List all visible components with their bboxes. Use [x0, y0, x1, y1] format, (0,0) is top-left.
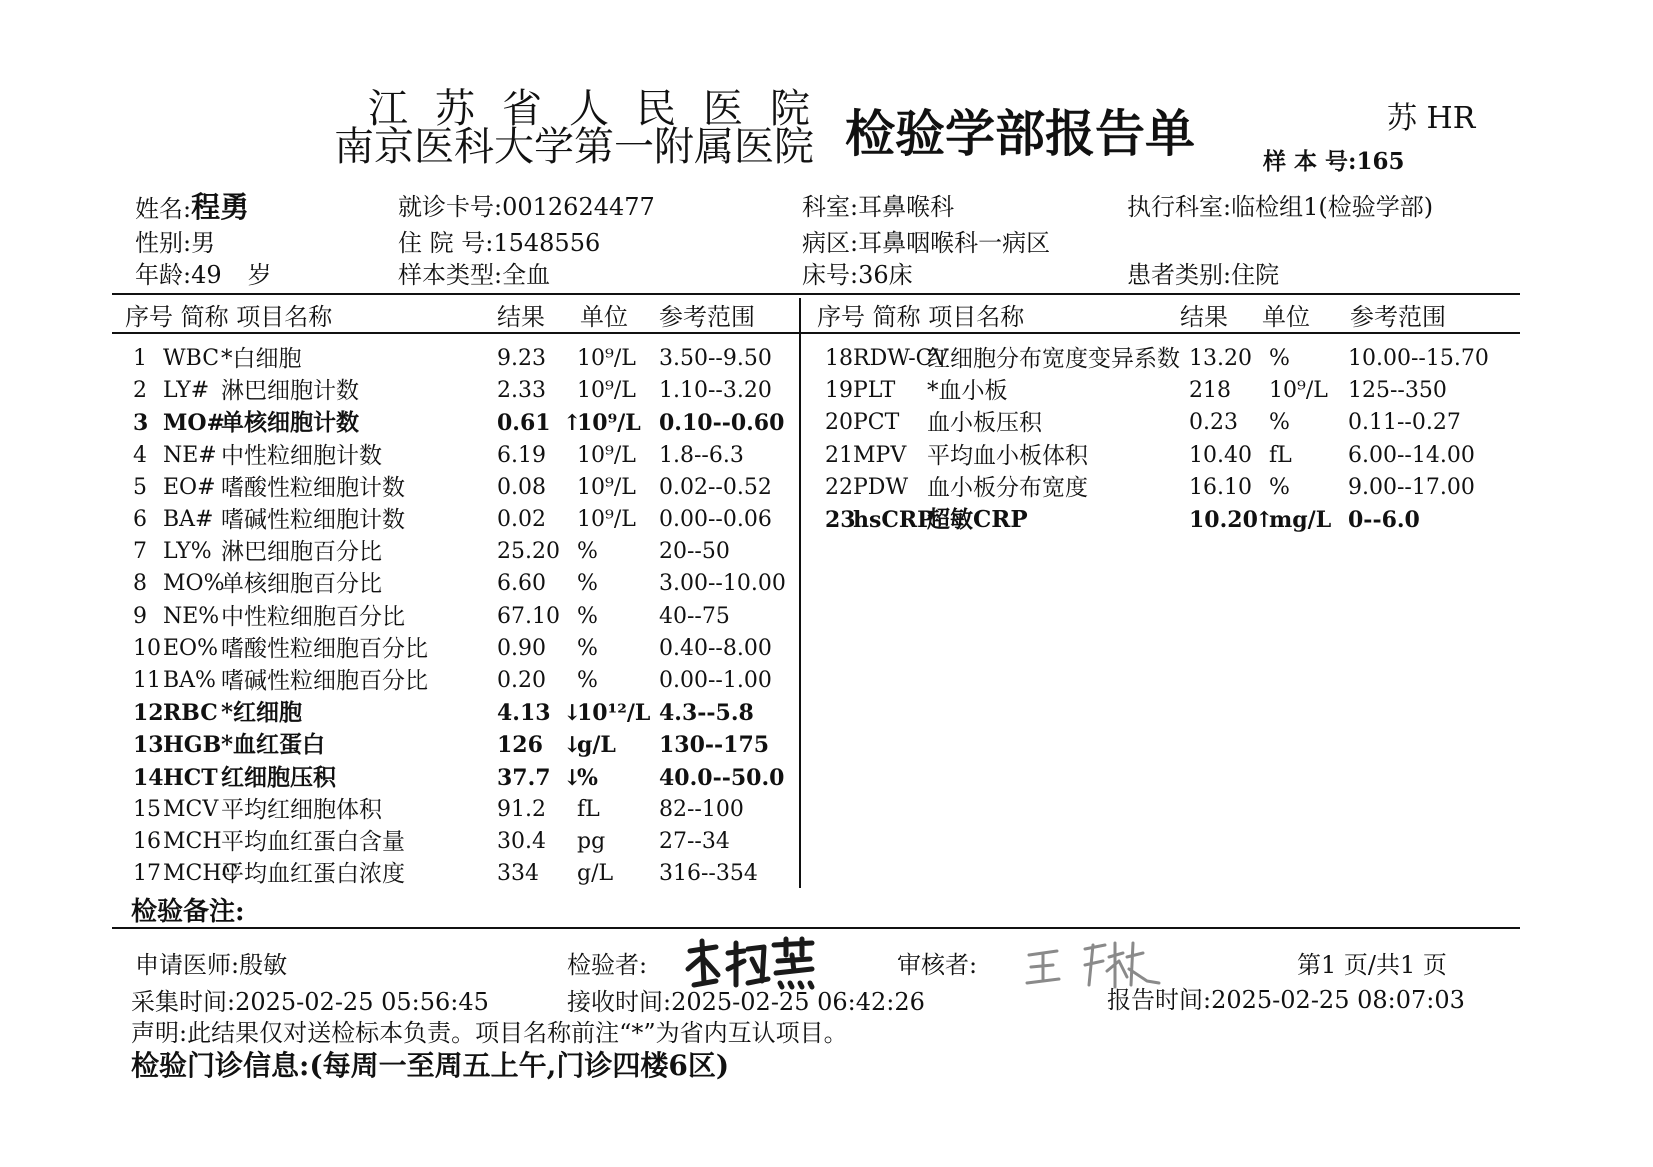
report-time: [1107, 985, 1465, 1015]
left-header-result: 结果: [497, 303, 545, 331]
row-number: 3: [133, 410, 149, 437]
result-value: 126: [497, 732, 543, 759]
result-value: 10.40: [1189, 442, 1252, 468]
row-number: 19: [825, 378, 853, 404]
item-abbr: BA%: [163, 668, 216, 693]
item-abbr: MCHC: [163, 861, 239, 887]
item-name: *血红蛋白: [221, 731, 326, 759]
sample-type-label: 样本类型:: [398, 261, 503, 289]
item-name: 嗜酸性粒细胞计数: [221, 474, 405, 501]
clinic-info: 检验门诊信息:(每周一至周五上午,门诊四楼6区): [131, 1049, 730, 1082]
result-value: 0.23: [1189, 410, 1238, 436]
item-name: 中性粒细胞百分比: [221, 603, 405, 630]
hospital-name-line1: 江苏省人民医院: [368, 86, 837, 132]
reference-range: 0.00--0.06: [659, 507, 772, 532]
item-name: 平均红细胞体积: [221, 796, 382, 823]
result-value: 16.10: [1189, 474, 1252, 500]
right-header-seq-name: 序号 简称 项目名称: [817, 303, 1025, 331]
reviewer-label: 审核者:: [897, 951, 978, 979]
reference-range: 20--50: [659, 539, 730, 565]
reference-range: 0.40--8.00: [659, 635, 772, 661]
age-unit: 岁: [247, 261, 272, 289]
item-abbr: BA#: [163, 507, 214, 532]
item-abbr: NE#: [163, 442, 217, 468]
reference-range: 9.00--17.00: [1348, 474, 1475, 500]
reference-range: 125--350: [1348, 378, 1447, 404]
result-value: 6.60: [497, 571, 546, 597]
result-unit: fL: [577, 796, 600, 822]
ward-label: 病区:: [802, 229, 859, 257]
row-number: 21: [825, 442, 853, 468]
result-value: 334: [497, 861, 539, 887]
row-number: 15: [133, 796, 161, 822]
item-abbr: MPV: [853, 442, 907, 468]
requesting-doctor: [135, 950, 287, 980]
inpatient-number: [398, 228, 600, 258]
item-abbr: MCH: [163, 829, 222, 854]
exec-dept-value: 临检组1(检验学部): [1231, 193, 1434, 221]
result-unit: %: [577, 668, 598, 693]
result-flag: ↓: [563, 700, 582, 727]
item-name: 嗜酸性粒细胞百分比: [221, 635, 428, 662]
item-abbr: PLT: [853, 378, 896, 404]
sex-label: 性别:: [135, 229, 192, 257]
item-abbr: EO#: [163, 474, 216, 500]
age-value: 49: [191, 261, 222, 289]
result-value: 218: [1189, 378, 1231, 404]
right-header-unit: 单位: [1262, 303, 1310, 331]
result-value: 9.23: [497, 346, 546, 371]
remarks-label: 检验备注:: [131, 897, 245, 927]
age-label: 年龄:: [135, 261, 192, 289]
item-name: 单核细胞百分比: [221, 571, 382, 598]
reference-range: 0.10--0.60: [659, 410, 785, 437]
result-flag: ↓: [563, 732, 582, 759]
tester-label: 检验者:: [567, 951, 648, 979]
report-time-value: 2025-02-25 08:07:03: [1211, 986, 1465, 1014]
result-unit: %: [1269, 410, 1290, 436]
bed-value: 36床: [858, 261, 913, 289]
collect-time-value: 2025-02-25 05:56:45: [235, 988, 489, 1016]
row-number: 8: [133, 571, 147, 597]
reference-range: 316--354: [659, 861, 758, 887]
result-value: 0.08: [497, 474, 546, 500]
row-number: 10: [133, 635, 161, 661]
result-value: 4.13: [497, 700, 551, 727]
patient-dept: [802, 192, 954, 222]
row-number: 16: [133, 829, 161, 854]
item-name: 平均血红蛋白含量: [221, 829, 405, 855]
item-abbr: MO#: [163, 410, 225, 437]
result-unit: mg/L: [1269, 507, 1332, 533]
patient-ward: [802, 228, 1050, 258]
ward-value: 耳鼻咽喉科一病区: [858, 229, 1051, 257]
item-name: 红细胞压积: [221, 763, 336, 791]
result-value: 37.7: [497, 764, 551, 791]
result-value: 0.90: [497, 635, 546, 661]
item-abbr: NE%: [163, 603, 220, 629]
result-unit: 10⁹/L: [1269, 378, 1328, 404]
result-unit: %: [1269, 474, 1290, 500]
item-abbr: EO%: [163, 635, 218, 661]
result-flag: ↑: [1255, 507, 1274, 533]
reference-range: 0.02--0.52: [659, 474, 772, 500]
reference-range: 82--100: [659, 796, 744, 822]
divider-footer: [112, 927, 1520, 929]
divider-header: [112, 332, 1520, 334]
left-header-range: 参考范围: [659, 303, 755, 331]
result-value: 0.20: [497, 668, 546, 693]
result-unit: 10¹²/L: [577, 700, 651, 727]
dept-label: 科室:: [802, 193, 859, 221]
result-unit: %: [1269, 346, 1290, 371]
inpatient-label: 住 院 号:: [398, 229, 494, 257]
item-name: 中性粒细胞计数: [221, 442, 382, 469]
collect-time: [131, 987, 489, 1017]
row-number: 22: [825, 474, 853, 500]
reference-range: 4.3--5.8: [659, 700, 754, 727]
right-header-result: 结果: [1180, 303, 1228, 331]
sample-type: [398, 260, 550, 290]
item-name: 平均血红蛋白浓度: [221, 861, 405, 888]
item-name: 单核细胞计数: [221, 409, 359, 437]
item-name: *红细胞: [221, 699, 303, 727]
item-abbr: LY#: [163, 378, 210, 404]
item-abbr: RDW-CV: [853, 346, 949, 371]
collect-time-label: 采集时间:: [131, 988, 236, 1016]
card-value: 0012624477: [502, 193, 655, 221]
row-number: 4: [133, 442, 147, 468]
requesting-doctor-label: 申请医师:: [135, 951, 240, 979]
result-value: 91.2: [497, 796, 546, 822]
dept-value: 耳鼻喉科: [858, 193, 955, 221]
reference-range: 0.00--1.00: [659, 668, 772, 693]
reference-range: 40.0--50.0: [659, 764, 785, 791]
patient-type-label: 患者类别:: [1127, 261, 1232, 289]
result-value: 10.20: [1189, 507, 1258, 533]
item-abbr: LY%: [163, 539, 212, 565]
region-code: 苏 HR: [1387, 101, 1476, 136]
left-header-seq-name: 序号 简称 项目名称: [125, 303, 333, 331]
result-flag: ↑: [563, 410, 582, 437]
patient-type-value: 住院: [1231, 261, 1280, 289]
row-number: 1: [133, 346, 147, 371]
result-value: 30.4: [497, 829, 546, 854]
sample-number-value: 165: [1356, 148, 1405, 175]
result-value: 2.33: [497, 378, 546, 404]
item-abbr: MO%: [163, 571, 225, 597]
result-unit: %: [577, 764, 598, 791]
result-unit: 10⁹/L: [577, 346, 636, 371]
right-header-range: 参考范围: [1350, 303, 1446, 331]
reference-range: 0--6.0: [1348, 507, 1420, 533]
item-name: 平均血小板体积: [927, 442, 1088, 469]
patient-name-label: 姓名:: [135, 195, 192, 223]
receive-time: [567, 987, 925, 1017]
item-abbr: WBC: [163, 346, 220, 371]
patient-type: [1127, 260, 1279, 290]
reference-range: 3.00--10.00: [659, 571, 786, 597]
result-unit: 10⁹/L: [577, 410, 641, 437]
result-unit: g/L: [577, 732, 616, 759]
row-number: 20: [825, 410, 853, 436]
row-number: 14: [133, 764, 164, 791]
disclaimer-statement: 声明:此结果仅对送检标本负责。项目名称前注“*”为省内互认项目。: [131, 1019, 848, 1047]
row-number: 2: [133, 378, 147, 404]
result-unit: fL: [1269, 442, 1292, 468]
patient-sex: [135, 228, 215, 258]
item-abbr: HGB: [163, 732, 222, 759]
sample-number: [1263, 148, 1405, 176]
requesting-doctor-value: 殷敏: [239, 951, 288, 979]
inpatient-value: 1548556: [493, 229, 601, 257]
result-unit: %: [577, 571, 598, 597]
reference-range: 0.11--0.27: [1348, 410, 1461, 436]
result-unit: %: [577, 539, 598, 565]
item-abbr: PDW: [853, 474, 909, 500]
divider-column: [799, 298, 801, 888]
result-value: 25.20: [497, 539, 560, 565]
item-name: 超敏CRP: [927, 506, 1028, 533]
reference-range: 1.10--3.20: [659, 378, 772, 404]
item-name: *血小板: [927, 378, 1008, 405]
bed-number: [802, 260, 913, 290]
row-number: 13: [133, 732, 164, 759]
item-abbr: RBC: [163, 700, 218, 727]
row-number: 23: [825, 507, 856, 533]
item-abbr: MCV: [163, 796, 219, 822]
report-title: 检验学部报告单: [845, 104, 1195, 163]
result-flag: ↓: [563, 764, 582, 791]
reference-range: 1.8--6.3: [659, 442, 744, 468]
item-name: 血小板分布宽度: [927, 474, 1088, 501]
patient-card: [398, 192, 655, 222]
patient-name-value: 程勇: [191, 190, 250, 224]
row-number: 18: [825, 346, 853, 371]
row-number: 7: [133, 539, 147, 565]
item-name: 淋巴细胞计数: [221, 378, 359, 405]
reference-range: 10.00--15.70: [1348, 346, 1489, 371]
item-name: 红细胞分布宽度变异系数: [927, 346, 1180, 372]
divider-top: [112, 293, 1520, 295]
row-number: 11: [133, 668, 161, 693]
item-abbr: PCT: [853, 410, 900, 436]
receive-time-value: 2025-02-25 06:42:26: [671, 988, 925, 1016]
result-unit: %: [577, 603, 598, 629]
result-value: 0.61: [497, 410, 551, 437]
reference-range: 6.00--14.00: [1348, 442, 1475, 468]
result-unit: 10⁹/L: [577, 378, 636, 404]
result-unit: pg: [577, 829, 606, 854]
exec-dept: [1127, 192, 1433, 222]
page-info: 第1 页/共1 页: [1297, 951, 1447, 979]
item-abbr: HCT: [163, 764, 218, 791]
left-header-unit: 单位: [580, 303, 628, 331]
item-name: 嗜碱性粒细胞计数: [221, 507, 405, 533]
row-number: 6: [133, 507, 147, 532]
patient-age: [135, 260, 272, 290]
item-name: 血小板压积: [927, 410, 1042, 437]
reference-range: 3.50--9.50: [659, 346, 772, 371]
result-unit: g/L: [577, 861, 614, 887]
reference-range: 40--75: [659, 603, 730, 629]
sample-type-value: 全血: [502, 261, 551, 289]
reference-range: 130--175: [659, 732, 770, 759]
result-value: 0.02: [497, 507, 546, 532]
row-number: 5: [133, 474, 147, 500]
result-value: 67.10: [497, 603, 560, 629]
result-unit: %: [577, 635, 598, 661]
sex-value: 男: [191, 229, 216, 257]
item-name: *白细胞: [221, 346, 302, 372]
receive-time-label: 接收时间:: [567, 988, 672, 1016]
item-name: 淋巴细胞百分比: [221, 539, 382, 566]
row-number: 17: [133, 861, 161, 887]
row-number: 12: [133, 700, 164, 727]
bed-label: 床号:: [802, 261, 859, 289]
result-value: 13.20: [1189, 346, 1252, 371]
patient-name: [135, 192, 249, 224]
tester-signature: [682, 935, 822, 993]
item-abbr: hsCRP: [853, 507, 934, 533]
reference-range: 27--34: [659, 829, 730, 854]
card-label: 就诊卡号:: [398, 193, 503, 221]
result-unit: 10⁹/L: [577, 507, 636, 532]
exec-dept-label: 执行科室:: [1127, 193, 1232, 221]
result-value: 6.19: [497, 442, 546, 468]
item-name: 嗜碱性粒细胞百分比: [221, 668, 428, 694]
sample-number-label: 样 本 号:: [1263, 148, 1357, 175]
result-unit: 10⁹/L: [577, 442, 636, 468]
row-number: 9: [133, 603, 147, 629]
report-time-label: 报告时间:: [1107, 986, 1212, 1014]
hospital-name-line2: 南京医科大学第一附属医院: [334, 124, 814, 170]
result-unit: 10⁹/L: [577, 474, 636, 500]
